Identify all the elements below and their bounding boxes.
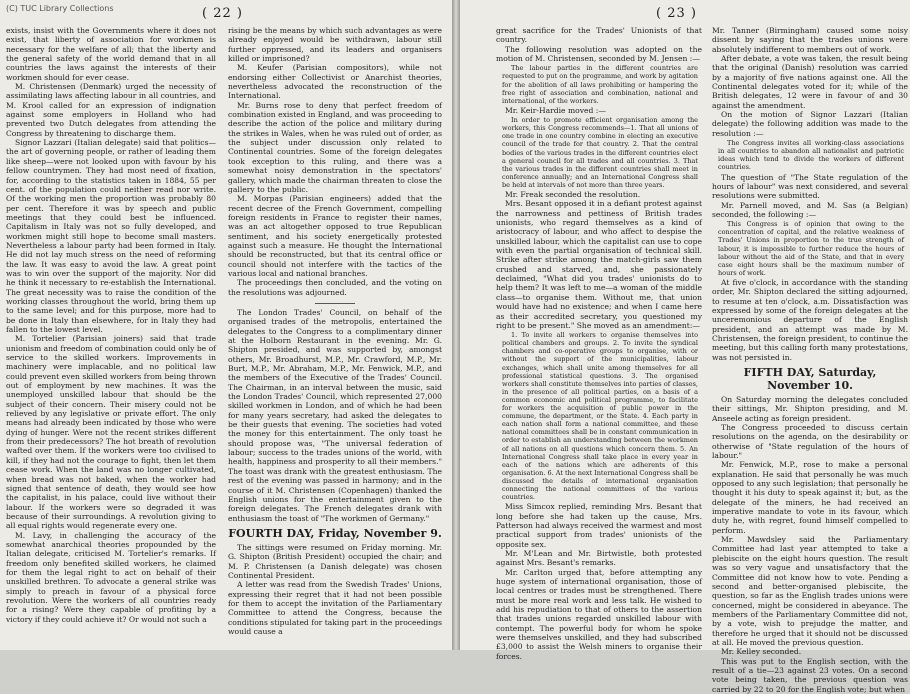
paragraph: The Congress proceeded to discuss certain resolutions on the agenda, on the desirability or otherwise of "State regulation of the hours of labour."	[712, 423, 908, 461]
paragraph: M. Tortelier (Parisian joiners) said that trade unionism and freedom of combination could only be of service to the skilled workers. Improvements in machinery were implacable, and no political law could prevent even skilled workers from being thrown out of employment by new machines. It was the unemployed unskilled labour that should be the subject of their concern. Their misery could not be relieved by any legislative or private effort. The only means had already been indicated by those who were dying of hunger. Were not the recent strikes different from their predecessors? The hot breath of revolution wafted over them. If the workers were too civilised to kill, if they had not the courage to fight, then let them cease work. When the land was no longer cultivated, when bread was not baked, when the worker had signed that sentence of death, they would see how the capitalist, in his palace, could live without their labour. If the workers were so degraded it was because of their surroundings. A revolution giving to all equal rights would regenerate every one.	[6, 334, 216, 531]
paragraph: On Saturday morning the delegates concluded their sittings, Mr. Shipton presiding, and M. Anseele acting as foreign president.	[712, 394, 908, 423]
paragraph: Mr. Mawdsley said the Parliamentary Committee had last year attempted to take a plebiscite on the eight hours question. The result was so very vague and unsatisfactory that the Committee did not know how to vote. Pending a second and better-organised plebiscite, the question, so far as the English trades unions were concerned, might be considered in abeyance. The members of the Parliamentary Committee did not, by a vote, wish to prejudge the matter, and therefore he urged that it should not be discussed at all. He moved the previous question.	[712, 535, 908, 647]
right-column-2	[712, 26, 908, 694]
paragraph: This was put to the English section, with the result of a tie—23 against 23 votes. On a second vote being taken, the previous question was carried by 22 to 20 for the English vote; but when	[712, 656, 908, 694]
left-column-1	[6, 26, 216, 646]
copyright-watermark: (C) TUC Library Collections	[6, 4, 114, 13]
paragraph: Miss Simcox replied, reminding Mrs. Besant that long before she had taken up the cause, Mrs. Patterson had always received the warmest and most practical support from trades' unionists of the opposite sex.	[496, 502, 702, 549]
paragraph: The following resolution was adopted on the motion of M. Christensen, seconded by M. Jensen :—	[496, 44, 702, 64]
paragraph: Mr. Carlton urged that, before attempting any huge system of international organisation, those of local centres or trades must be strengthened. There must be more real work and less talk. He wished to add his repudiation to that of others to the assertion that trades unions regarded unskilled labour with contempt. The powerful body for whom he spoke were themselves unskilled, and they had subscribed £3,000 to assist the Welsh miners to organise their forces.	[496, 567, 702, 661]
paragraph: At five o'clock, in accordance with the standing order, Mr. Shipton declared the sitting adjourned, to resume at ten o'clock, a.m. Dissatisfaction was expressed by some of the foreign delegates at the unceremonious departure of the English president, and an attempt was made by M. Christensen, the foreign president, to continue the meeting, but this calling forth many protestations, was not persisted in.	[712, 277, 908, 362]
resolution-text: The labour parties in the different countries are requested to put on the programme, and work by agitation for the abolition of all laws prohibiting or hampering the free right of association and combination, national and international, of the workers.	[502, 64, 698, 105]
resolution-text: This Congress is of opinion that owing to the concentration of capital, and the relative weakness of Trades' Unions in proportion to the true strength of labour, it is impossible to further reduce the hours of labour without the aid of the State, and that in every case eight hours shall be the maximum number of hours of work.	[718, 220, 904, 277]
left-column-2	[228, 26, 442, 646]
paragraph: Mr. Kelley seconded.	[721, 647, 802, 657]
paragraph: Mr. Tanner (Birmingham) caused some noisy dissent by saying that the trades unions were absolutely indifferent to members out of work.	[712, 26, 908, 54]
paragraph: The proceedings then concluded, and the voting on the resolutions was adjourned.	[228, 278, 442, 297]
page-number-left: ( 22 )	[202, 6, 243, 21]
paragraph: exists, insist with the Governments where it does not exist, that liberty of association for workmen is necessary for the welfare of all; that the liberty and the general safety of the world demand that in all countries the laws against the interests of their workmen should for ever cease.	[6, 26, 216, 82]
paragraph: On the motion of Signor Lazzari (Italian delegate) the following addition was made to the resolution :—	[712, 110, 908, 138]
paragraph: The London Trades' Council, on behalf of the organised trades of the metropolis, entertained the delegates to the Congress to a complimentary dinner at the Holborn Restaurant in the evening. Mr. G. Shipton presided, and was supported by, amongst others, Mr. Broadhurst, M.P., Mr. Crawford, M.P., Mr. Burt, M.P., Mr. Abraham, M.P., Mr. Fenwick, M.P., and the members of the Executive of the Trades' Council. The Chairman, in an interval between the music, said the London Trades' Council, which represented 27,000 skilled workmen in London, and of which he had been for many years secretary, had asked the delegates to be their guests that evening. The societies had voted the money for this entertainment. The only toast he should propose was, "The universal federation of labour; success to the trades unions of the world, with health, happiness and prosperity to all their members." The toast was drank with the greatest enthusiasm. The rest of the evening was passed in harmony; and in the course of it M. Christensen (Copenhagen) thanked the English unions for the entertainment given to the foreign delegates. The French delegates drank with enthusiasm the toast of "The workmen of Germany."	[228, 307, 442, 523]
paragraph: Mr. Freak seconded the resolution.	[505, 190, 641, 200]
divider	[315, 303, 355, 304]
page-number-right: ( 23 )	[656, 6, 697, 21]
paragraph: Mr. Burns rose to deny that perfect freedom of combination existed in England, and was proceeding to describe the action of the police and military during the strikes in Wales, when he was ruled out of order, as the subject under discussion only related to Continental countries. Some of the foreign delegates took exception to this ruling, and there was a somewhat noisy demonstration in the spectators' gallery, which made the chairman threaten to close the gallery to the public.	[228, 100, 442, 194]
book-gutter	[452, 0, 460, 650]
resolution-text: In order to promote efficient organisation among the workers, this Congress recommends—1. That all unions of one trade in one country combine in electing an executive council of the trade for that country. 2. That the central bodies of the various trades in the different countries elect a general council for all trades and all countries. 3. That the various trades in the different countries shall meet in conference annually; and an International Congress shall be held at intervals of not more than three years.	[502, 116, 698, 189]
paragraph: Mrs. Besant opposed it in a defiant protest against the narrowness and pettiness of British trades unionists, who regard themselves as a kind of aristocracy of labour, and who affect to despise the unskilled labour, which the capitalist can use to cope with even the partial organisation of technical skill. Strike after strike among the match-girls saw them crushed and starved, and, she passionately declaimed, "What did you trades' unionists do to help them? It was left to me—a woman of the middle class—to organise them. Without me, that union would have had no existence; and when I came here as their accredited secretary, you questioned my right to be present." She moved as an amendment:—	[496, 199, 702, 330]
paragraph: Mr. Keir-Hardie moved :—	[505, 105, 606, 115]
paragraph: M. Christensen (Denmark) urged the necessity of assimilating laws affecting labour in all countries, and M. Krool called for an expression of indignation against some employers in Holland who had prevented two Dutch delegates from attending the Congress by threatening to discharge them.	[6, 82, 216, 138]
section-heading-fourth-day: FOURTH DAY, Friday, November 9.	[228, 526, 442, 540]
paragraph: Signor Lazzari (Italian delegate) said that politics—the art of governing people, or rather of leading them like sheep—were not looked upon with favour by his fellow countrymen. They had most need of fixation, for, according to the statistics taken in 1884, 55 per cent. of the population could neither read nor write. Of the working men the proportion was probably 80 per cent. Therefore it was by speech and public meetings that they could best be influenced. Capitalism in Italy was not so fully developed, and workmen might still hope to become small masters. Nevertheless a labour party had been formed in Italy. He did not lay much stress on the need of reforming the law. It was easy to avoid the law. A great point was to win over the support of the majority. Nor did he think it necessary to re-establish the International. The great necessity was to raise the condition of the working classes throughout the world, bring them up to the same level; and for this purpose, more had to be done in Italy than elsewhere, for in Italy they had fallen to the lowest level.	[6, 138, 216, 334]
paragraph: rising be the means by which such advantages as were already enjoyed would be withdrawn, labour still further oppressed, and its leaders and organisers killed or imprisoned?	[228, 26, 442, 64]
paragraph: Mr. Fenwick, M.P., rose to make a personal explanation. He said that personally he was much opposed to any such legislation; that personally he thought it his duty to speak against it; but, as the delegate of the miners, he had received an imperative mandate to vote in its favour, which duty he, with regret, found himself compelled to perform.	[712, 460, 908, 535]
right-column-1	[496, 26, 702, 661]
right-page	[460, 0, 910, 694]
paragraph: great sacrifice for the Trades' Unionists of that country.	[496, 26, 702, 45]
paragraph: M. Keufer (Parisian compositors), while not endorsing either Collectivist or Anarchist theories, nevertheless advocated the reconstruction of the International.	[228, 63, 442, 101]
paragraph: After debate, a vote was taken, the result being that the original (Danish) resolution was carried by a majority of five nations against one. All the Continental delegates voted for it; while of the British delegates, 12 were in favour of and 30 against the amendment.	[712, 54, 908, 110]
paragraph: M. Lavy, in challenging the accuracy of the somewhat anarchical theories propounded by the Italian delegate, criticised M. Tortelier's remarks. If freedom only benefited skilled workers, he claimed for them the legal right to act on behalf of their unskilled brethren. To advocate a general strike was simply to preach in favour of a physical force revolution. Were the workers of all countries ready for a rising? Were they capable of profiting by a victory if they could achieve it? Or would not such a	[6, 530, 216, 624]
paragraph: Mr. M'Lean and Mr. Birtwistle, both protested against Mrs. Besant's remarks.	[496, 548, 702, 568]
paragraph: The question of "The State regulation of the hours of labour" was next considered, and several resolutions were submitted.	[712, 172, 908, 201]
left-page	[0, 0, 452, 650]
section-heading-fifth-day: FIFTH DAY, Saturday, November 10.	[743, 365, 877, 392]
paragraph: Mr. Parnell moved, and M. Sas (a Belgian) seconded, the following :—	[712, 200, 908, 219]
paragraph: M. Morpas (Parisian engineers) added that the recent decree of the French Government, compelling foreign residents in France to register their names, was an act altogether opposed to true Republican sentiment, and his society energetically protested against such a measure. He thought the International should be reconstructed, but that its central office or council should not interfere with the tactics of the various local and national branches.	[228, 194, 442, 278]
amendment-text: 1. To invite all workers to organise themselves into political chambers and groups. 2. To invite the syndical chambers and co-operative groups to organise, with or without the support of the municipalities, labour exchanges, which shall unite among themselves for all professional statistical questions. 3. The organised workers shall constitute themselves into parties of classes, in the presence of all political parties, on a basis of a common economic and political programme, to facilitate for workers the acquisition of public power in the commune, the department, or the State. 4. Each party in each nation shall form a national committee, and these national committees shall be in constant communication in order to establish an understanding between the workmen of all nations on all questions which concern them. 5. An International Congress shall take place in every year in each of the nations which are adherents of this organisation. 6. At the next International Congress shall be discussed the details of international organisation connecting the national committees of the various countries.	[502, 331, 698, 502]
paragraph: The sittings were resumed on Friday morning. Mr. G. Shipton (British President) occupied the chair; and M. P. Christensen (a Danish delegate) was chosen Continental President.	[228, 542, 442, 580]
paragraph: A letter was read from the Swedish Trades' Unions, expressing their regret that it had not been possible for them to accept the invitation of the Parliamentary Committee to attend the Congress, because the conditions stipulated for taking part in the proceedings would cause a	[228, 580, 442, 636]
resolution-text: The Congress invites all working-class associations in all countries to abandon all nationalist and patriotic ideas which tend to divide the workers of different countries.	[718, 139, 904, 172]
